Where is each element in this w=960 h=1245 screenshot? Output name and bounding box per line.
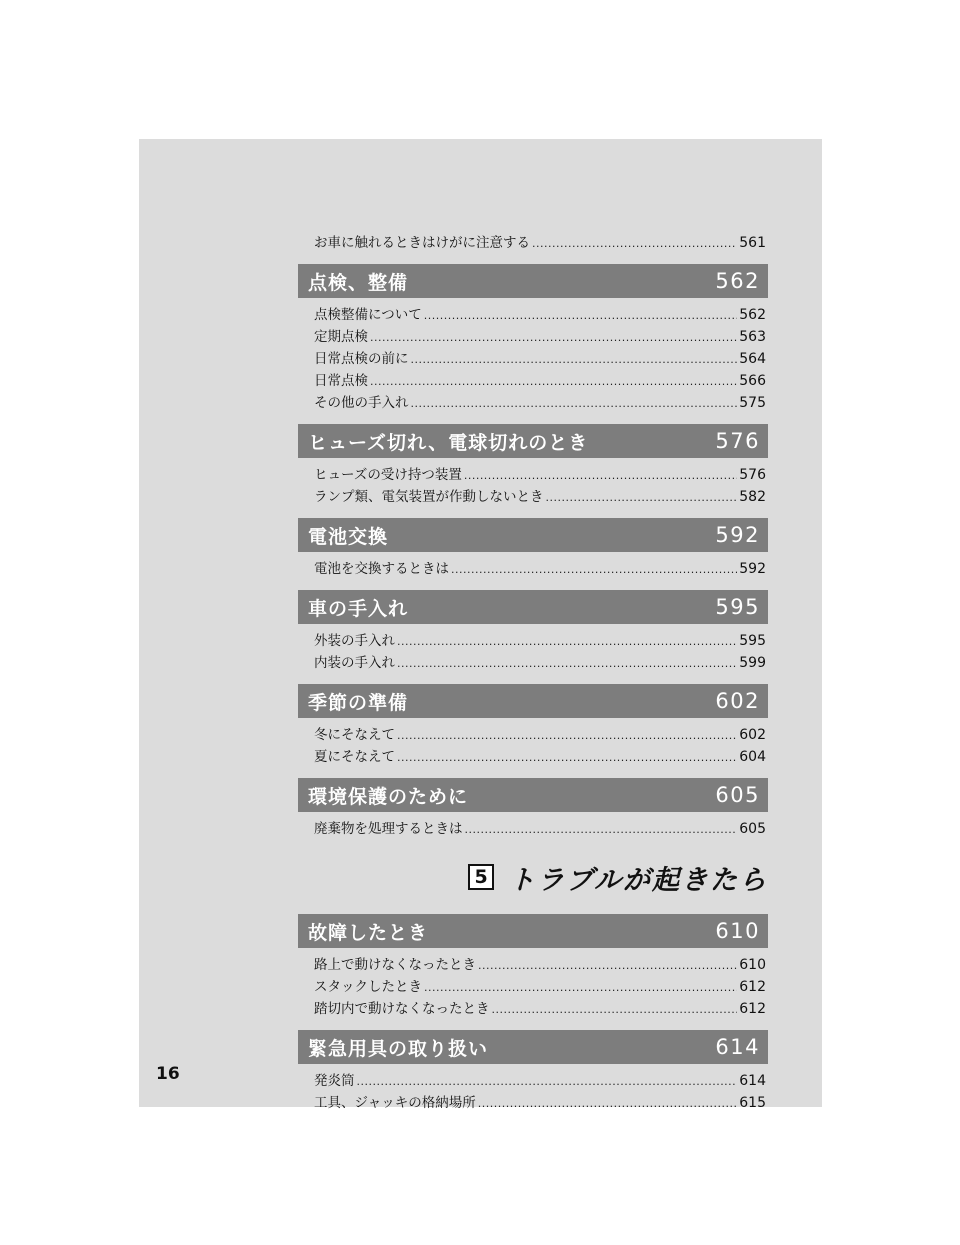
- leader-dots: [492, 999, 738, 1021]
- toc-entry[interactable]: [298, 724, 768, 746]
- toc-entry-title: ヒューズの受け持つ装置: [314, 467, 462, 483]
- toc-entry-page: 575: [739, 395, 766, 411]
- toc-entry-title: スタックしたとき: [314, 979, 422, 995]
- section-title: 環境保護のために: [308, 785, 469, 808]
- toc-entry-page: 610: [739, 957, 766, 973]
- leader-dots: [464, 465, 737, 487]
- toc-entry-title: お車に触れるときはけがに注意する: [314, 235, 530, 251]
- section-header[interactable]: [298, 264, 768, 298]
- toc-entry-title: 発炎筒: [314, 1073, 355, 1089]
- toc-entry-title: 廃棄物を処理するときは: [314, 821, 463, 837]
- section-title: ヒューズ切れ、電球切れのとき: [308, 431, 589, 454]
- section-header[interactable]: [298, 778, 768, 812]
- leader-dots: [478, 955, 737, 977]
- toc-entry-title: 電池を交換するときは: [314, 561, 449, 577]
- toc-entry-title: その他の手入れ: [314, 395, 409, 411]
- toc-entry-page: 592: [739, 561, 766, 577]
- toc-entry-page: 605: [739, 821, 766, 837]
- toc-entry-title: 冬にそなえて: [314, 727, 395, 743]
- toc-entry-page: 563: [739, 329, 766, 345]
- section-header[interactable]: [298, 914, 768, 948]
- toc-entry[interactable]: [298, 1092, 768, 1114]
- table-of-contents: [298, 232, 768, 1114]
- toc-entry-page: 615: [739, 1095, 766, 1111]
- toc-entry[interactable]: [298, 746, 768, 768]
- toc-entry[interactable]: [298, 326, 768, 348]
- toc-entry-title: ランプ類、電気装置が作動しないとき: [314, 489, 544, 505]
- section-header[interactable]: [298, 684, 768, 718]
- section-title: 電池交換: [308, 525, 389, 548]
- toc-entry[interactable]: [298, 304, 768, 326]
- toc-entry[interactable]: [298, 486, 768, 508]
- toc-entry-page: 595: [739, 633, 766, 649]
- section-title: 緊急用具の取り扱い: [308, 1037, 489, 1060]
- toc-entry[interactable]: [298, 1070, 768, 1092]
- section-title: 故障したとき: [308, 921, 429, 944]
- toc-entry-page: 562: [739, 307, 766, 323]
- toc-entry[interactable]: [298, 630, 768, 652]
- leader-dots: [424, 305, 738, 327]
- leader-dots: [370, 327, 737, 349]
- chapter-title: トラブルが起きたら: [508, 864, 768, 896]
- section-page: 605: [715, 783, 760, 807]
- leader-dots: [370, 371, 737, 393]
- toc-entry[interactable]: [298, 348, 768, 370]
- section-page: 576: [715, 429, 760, 453]
- toc-entry-page: 566: [739, 373, 766, 389]
- chapter-heading[interactable]: [298, 850, 768, 904]
- toc-entry-title: 定期点検: [314, 329, 368, 345]
- leader-dots: [451, 559, 737, 581]
- toc-entry[interactable]: [298, 652, 768, 674]
- toc-entry-title: 日常点検: [314, 373, 368, 389]
- leader-dots: [397, 747, 737, 769]
- leader-dots: [465, 819, 738, 841]
- section-page: 595: [715, 595, 760, 619]
- section-header[interactable]: [298, 518, 768, 552]
- toc-entry-page: 576: [739, 467, 766, 483]
- toc-entry-title: 夏にそなえて: [314, 749, 395, 765]
- toc-entry-title: 工具、ジャッキの格納場所: [314, 1095, 476, 1111]
- toc-entry-page: 599: [739, 655, 766, 671]
- leader-dots: [411, 393, 738, 415]
- toc-entry[interactable]: [298, 558, 768, 580]
- toc-entry[interactable]: [298, 998, 768, 1020]
- leader-dots: [424, 977, 737, 999]
- section-title: 点検、整備: [308, 271, 409, 294]
- page-number: 16: [156, 1064, 180, 1084]
- toc-entry-title: 日常点検の前に: [314, 351, 409, 367]
- section-header[interactable]: [298, 424, 768, 458]
- toc-entry[interactable]: [298, 392, 768, 414]
- toc-entry[interactable]: [298, 818, 768, 840]
- toc-entry-title: 点検整備について: [314, 307, 422, 323]
- toc-entry-page: 614: [739, 1073, 766, 1089]
- toc-entry-title: 内装の手入れ: [314, 655, 395, 671]
- leader-dots: [532, 233, 737, 255]
- leader-dots: [397, 653, 737, 675]
- toc-entry[interactable]: [298, 954, 768, 976]
- leader-dots: [357, 1071, 738, 1093]
- toc-entry[interactable]: [298, 976, 768, 998]
- leader-dots: [411, 349, 738, 371]
- leader-dots: [397, 631, 737, 653]
- section-title: 車の手入れ: [308, 597, 409, 620]
- toc-entry[interactable]: [298, 370, 768, 392]
- leader-dots: [478, 1093, 738, 1115]
- section-header[interactable]: [298, 590, 768, 624]
- section-page: 602: [715, 689, 760, 713]
- leader-dots: [397, 725, 737, 747]
- toc-entry-page: 561: [739, 235, 766, 251]
- section-page: 562: [715, 269, 760, 293]
- toc-entry-title: 外装の手入れ: [314, 633, 395, 649]
- toc-entry-page: 612: [739, 979, 766, 995]
- toc-entry-page: 604: [739, 749, 766, 765]
- section-page: 592: [715, 523, 760, 547]
- toc-entry-page: 612: [739, 1001, 766, 1017]
- toc-entry[interactable]: [298, 464, 768, 486]
- section-header[interactable]: [298, 1030, 768, 1064]
- leader-dots: [546, 487, 738, 509]
- section-page: 610: [715, 919, 760, 943]
- toc-entry-page: 602: [739, 727, 766, 743]
- section-title: 季節の準備: [308, 691, 409, 714]
- chapter-number: 5: [468, 864, 494, 890]
- toc-entry-title: 路上で動けなくなったとき: [314, 957, 476, 973]
- section-page: 614: [715, 1035, 760, 1059]
- toc-entry[interactable]: [298, 232, 768, 254]
- toc-entry-title: 踏切内で動けなくなったとき: [314, 1001, 490, 1017]
- toc-entry-page: 582: [739, 489, 766, 505]
- toc-entry-page: 564: [739, 351, 766, 367]
